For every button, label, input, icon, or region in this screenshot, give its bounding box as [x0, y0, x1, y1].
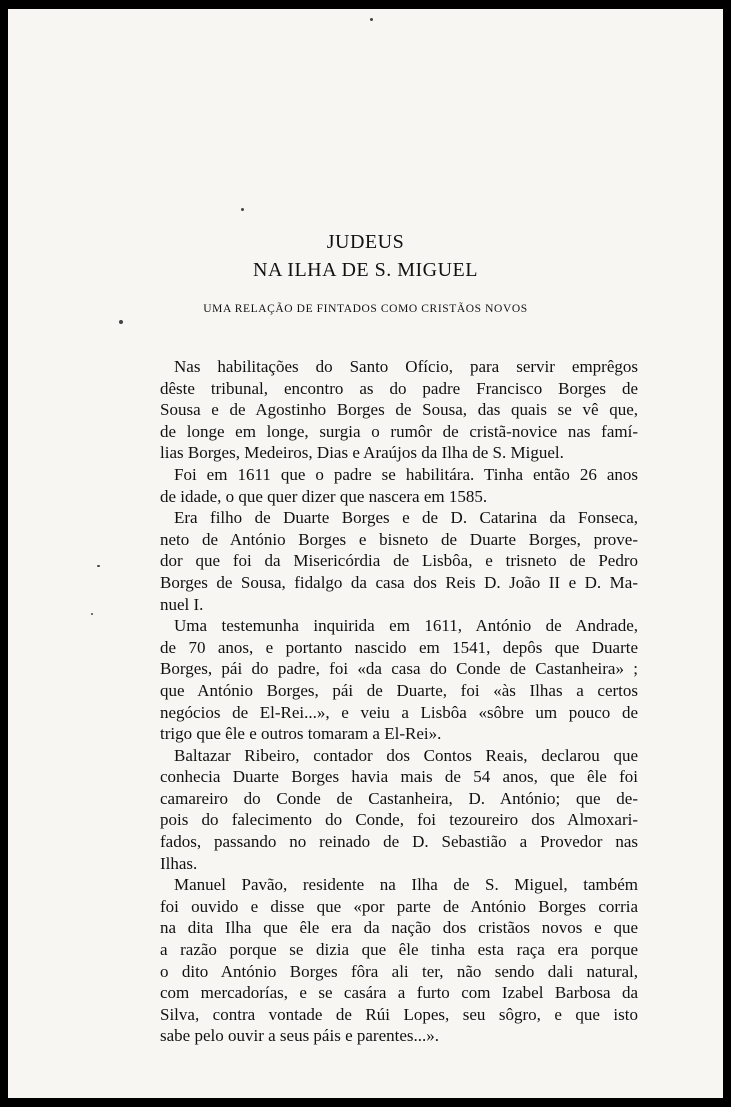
text-line: dêste tribunal, encontro as do padre Francisco Borges de: [160, 378, 638, 398]
text-line: Silva, contra vontade de Rúi Lopes, seu sôgro, e que isto: [160, 1004, 638, 1024]
text-line: Borges, pái do padre, foi «da casa do Conde de Castanheira» ;: [160, 659, 638, 679]
text-line: de idade, o que quer dizer que nascera em 1585.: [160, 486, 488, 506]
subtitle: UMA RELAÇÃO DE FINTADOS COMO CRISTÃOS NOVOS: [203, 303, 528, 315]
text-line: Era filho de Duarte Borges e de D. Catarina da Fonseca,: [174, 508, 638, 528]
text-line: neto de António Borges e bisneto de Duarte Borges, prove-: [160, 529, 638, 549]
text-line: Nas habilitações do Santo Ofício, para servir emprêgos: [174, 357, 638, 376]
text-line: dor que foi da Misericórdia de Lisbôa, e trisneto de Pedro: [160, 551, 638, 571]
text-line: conhecia Duarte Borges havia mais de 54 anos, que êle foi: [160, 767, 638, 787]
text-line: Uma testemunha inquirida em 1611, António de Andrade,: [174, 616, 638, 636]
text-line: negócios de El-Rei...», e veiu a Lisbôa «sôbre um pouco de: [160, 702, 638, 722]
text-line: sabe pelo ouvir a seus páis e parentes...».: [160, 1026, 439, 1046]
title-line-1: JUDEUS: [326, 231, 405, 253]
text-line: Baltazar Ribeiro, contador dos Contos Reais, declarou que: [174, 745, 638, 765]
text-line: lias Borges, Medeiros, Dias e Araújos da Ilha de S. Miguel.: [160, 443, 564, 463]
text-line: pois do falecimento do Conde, foi tezoureiro dos Almoxari-: [160, 810, 638, 830]
body-text: [160, 356, 638, 1047]
text-line: que António Borges, pái de Duarte, foi «às Ilhas a certos: [160, 680, 638, 700]
paper-sheet: [8, 9, 723, 1098]
text-line: de longe em longe, surgia o rumôr de cristã-novice nas famí-: [160, 421, 638, 441]
text-line: a razão porque se dizia que êle tinha esta raça era porque: [160, 940, 638, 960]
title-line-2: NA ILHA DE S. MIGUEL: [253, 259, 478, 281]
text-line: camareiro do Conde de Castanheira, D. António; que de-: [160, 788, 638, 808]
text-line: Foi em 1611 que o padre se habilitára. Tinha então 26 anos: [174, 464, 638, 484]
text-line: trigo que êle e outros tomaram a El-Rei».: [160, 724, 442, 744]
text-line: nuel I.: [160, 594, 204, 614]
text-line: Borges de Sousa, fidalgo da casa dos Reis D. João II e D. Ma-: [160, 572, 638, 592]
text-line: fados, passando no reinado de D. Sebastião a Provedor nas: [160, 832, 638, 852]
text-line: de 70 anos, e portanto nascido em 1541, depôs que Duarte: [160, 637, 638, 657]
text-line: Manuel Pavão, residente na Ilha de S. Miguel, também: [174, 875, 638, 895]
text-line: o dito António Borges fôra ali ter, não sendo dali natural,: [160, 961, 638, 981]
text-line: com mercadorías, e se casára a furto com Izabel Barbosa da: [160, 983, 638, 1003]
text-line: Ilhas.: [160, 853, 198, 873]
text-line: Sousa e de Agostinho Borges de Sousa, das quais se vê que,: [160, 400, 638, 420]
text-line: foi ouvido e disse que «por parte de António Borges corria: [160, 896, 638, 916]
text-line: na dita Ilha que êle era da nação dos cristãos novos e que: [160, 918, 638, 938]
